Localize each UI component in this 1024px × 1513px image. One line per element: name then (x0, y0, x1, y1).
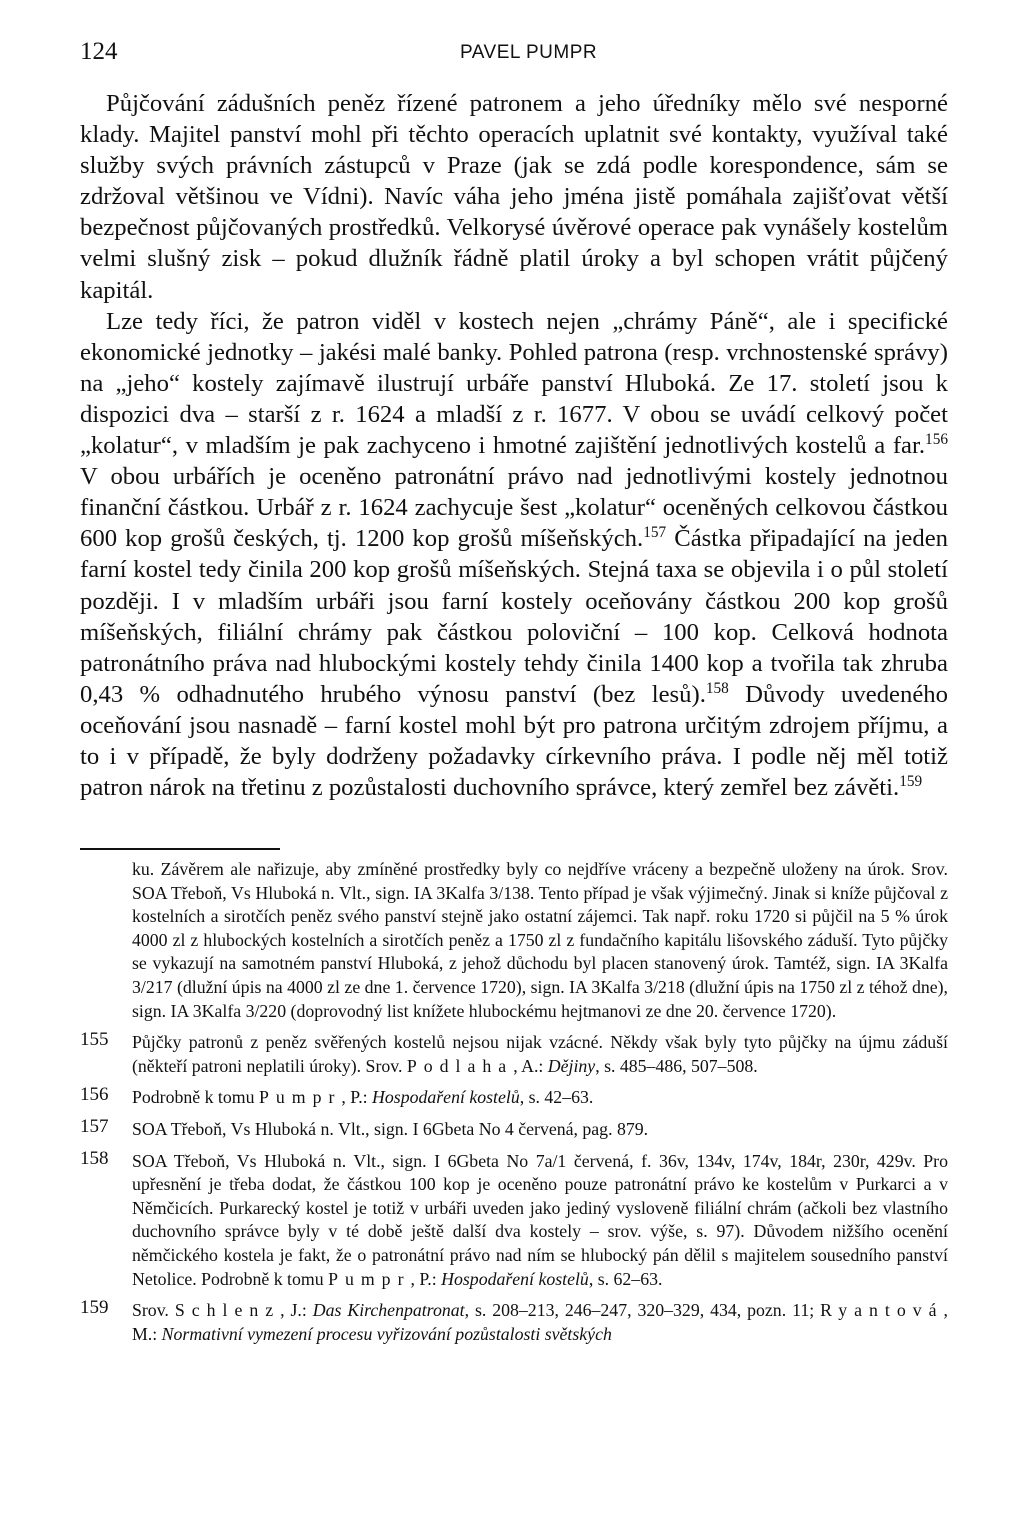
footnote-number: 155 (80, 1029, 109, 1051)
footnote-text: , s. 42–63. (519, 1087, 594, 1108)
main-text (80, 88, 948, 803)
footnote-number: 156 (80, 1084, 109, 1106)
paragraph-2-text-c: Částka připadající na jeden farní kostel tedy činila 200 kop grošů míšeňských. Stejná taxa se objevila i o půl století později. I v mladším urbáři jsou farní kostely oceňovány částkou 200 kop grošů míšeňských, filiální chrámy pak částkou poloviční – 100 kop. Celková hodnota patronátního práva nad hlubockými kostely tehdy činila 1400 kop a tvořila tak zhruba 0,43 % odhadnutého hrubého výnosu panství (bez lesů). (80, 525, 948, 708)
work-title: Dějiny (547, 1055, 596, 1076)
footnote-ref-159[interactable]: 159 (899, 772, 923, 790)
footnote-text: , s. 485–486, 507–508. (595, 1055, 758, 1076)
footnote-text: , P.: (410, 1268, 437, 1289)
footnote-ref-156[interactable]: 156 (925, 430, 948, 448)
footnote-157 (80, 1115, 948, 1142)
footnote-ref-157[interactable]: 157 (643, 524, 667, 542)
footnote-156 (80, 1086, 948, 1110)
work-title: Normativní vymezení procesu vyřizování pozůstalosti světských (161, 1323, 612, 1344)
footnote-body (132, 1086, 948, 1110)
author-name: Schlenz (174, 1300, 281, 1321)
footnote-text: , s. 62–63. (588, 1268, 663, 1289)
page-number: 124 (80, 38, 118, 65)
author-name: Ryantová (820, 1300, 944, 1321)
footnote-text: Podrobně k tomu (132, 1087, 255, 1108)
footnote-text: Srov. (132, 1300, 169, 1321)
footnote-159 (80, 1299, 948, 1346)
footnote-divider (80, 848, 280, 850)
footnote-text: , P.: (341, 1087, 368, 1108)
work-title: Das Kirchenpatronat (312, 1300, 465, 1321)
footnote-text: SOA Třeboň, Vs Hluboká n. Vlt., sign. I 6Gbeta No 7a/1 červená, f. 36v, 134v, 174v, 184r, 230r, 429v. Pro upřesnění je třeba dodat, že částkou 100 kop je oceněno pouze patronátní právo ke kostelům v Purkarci a v Němčicích. Purkarecký kostel je totiž v urbáři uveden jako jediný vysloveně filiální chrám (ačkoli bez vlastního duchovního správce byly v té době ještě další dva kostely – srov. výše, s. 97). Důvodem nižšího ocenění němčického kostela je fakt, že o patronátní právo nad ním se hlubocký pán dělil s majitelem sousedního panství Netolice. Podrobně k tomu (132, 1150, 948, 1289)
author-name: Pumpr (328, 1268, 411, 1289)
footnote-number: 158 (80, 1147, 109, 1169)
footnote-continuation (80, 858, 948, 1023)
footnote-ref-158[interactable]: 158 (705, 679, 729, 697)
footnote-158 (80, 1147, 948, 1292)
footnote-text: , A.: (513, 1055, 544, 1076)
footnote-155 (80, 1031, 948, 1078)
paragraph-2-text-a: Lze tedy říci, že patron viděl v kostech nejen „chrámy Páně“, ale i specifické ekonomické jednotky – jakési malé banky. Pohled patrona (resp. vrchnostenské správy) na „jeho“ kostely zajímavě ilustrují urbáře panství Hluboká. Ze 17. století jsou k dispozici dva – starší z r. 1624 a mladší z r. 1677. V obou se uvádí celkový počet „kolatur“, v mladším je pak zachyceno i hmotné zajištění jednotlivých kostelů a far. (80, 307, 948, 460)
paragraph-2-text-d: Důvody uvedeného oceňování jsou nasnadě – farní kostel mohl být pro patrona určitým zdrojem příjmu, a to i v případě, že byly dodrženy požadavky církevního práva. I podle něj měl totiž patron nárok na třetinu z pozůstalosti duchovního správce, který zemřel bez závěti. (80, 680, 948, 802)
footnote-number: 157 (80, 1115, 109, 1137)
work-title: Hospodaření kostelů (372, 1087, 520, 1108)
footnote-body (132, 1150, 948, 1292)
footnote-body (132, 1031, 948, 1078)
author-name: Podlaha (406, 1055, 514, 1076)
paragraph-2-text-b: V obou urbářích je oceněno patronátní právo nad jednotlivými kostely jednotnou finanční částkou. Urbář z r. 1624 zachycuje šest „kolatur“ oceněných celkovou částkou 600 kop grošů českých, tj. 1200 kop grošů míšeňských. (80, 463, 948, 553)
paragraph-1 (80, 88, 948, 306)
paragraph-1-text: Půjčování zádušních peněz řízené patronem a jeho úředníky mělo své nesporné klady. Majitel panství mohl při těchto operacích uplatnit své kontakty, využíval také služby svých právních zástupců v Praze (jak se zdá podle korespondence, sám se zdržoval většinou ve Vídni). Navíc váha jeho jména jistě pomáhala zajišťovat větší bezpečnost půjčovaných prostředků. Velkorysé úvěrové operace pak vynášely kostelům velmi slušný zisk – pokud dlužník řádně platil úroky a byl schopen vrátit půjčený kapitál. (80, 90, 948, 304)
footnote-text: , J.: (280, 1300, 307, 1321)
paragraph-2 (80, 306, 948, 804)
footnote-number: 159 (80, 1297, 109, 1319)
footnote-body: SOA Třeboň, Vs Hluboká n. Vlt., sign. I 6Gbeta No 4 červená, pag. 879. (132, 1118, 649, 1139)
running-head: PAVEL PUMPR (460, 42, 598, 63)
footnote-body (132, 1299, 948, 1346)
footnote-text: , M.: (132, 1300, 948, 1344)
footnote-text: Půjčky patronů z peněz svěřených kostelů nejsou nijak vzácné. Někdy však byly tyto půjčky na újmu záduší (někteří patroni neplatili úroky). Srov. (132, 1032, 948, 1076)
footnotes (80, 858, 948, 1346)
author-name: Pumpr (258, 1087, 342, 1108)
work-title: Hospodaření kostelů (441, 1268, 589, 1289)
footnote-text: , s. 208–213, 246–247, 320–329, 434, pozn. 11; (464, 1300, 815, 1321)
footnote-continuation-text: ku. Závěrem ale nařizuje, aby zmíněné prostředky byly co nejdříve vráceny a bezpečně uloženy na úrok. Srov. SOA Třeboň, Vs Hluboká n. Vlt., sign. IA 3Kalfa 3/138. Tento případ je však výjimečný. Jinak si kníže půjčoval z kostelních a sirotčích peněz svého panství stejně jako ostatní zájemci. Tak např. roku 1720 si půjčil na 5 % úrok 4000 zl z hlubockých kostelních a sirotčích peněz a 1750 zl z fundačního kapitálu lišovského záduší. Tyto půjčky se vykazují na samotném panství Hluboká, z jehož důchodu byl placen stanovený úrok. Tamtéž, sign. IA 3Kalfa 3/217 (dlužní úpis na 4000 zl ze dne 1. července 1720), sign. IA 3Kalfa 3/218 (dlužní úpis na 1750 zl z téhož dne), sign. IA 3Kalfa 3/220 (doprovodný list knížete hlubockému hejtmanovi ze dne 20. července 1720). (132, 859, 948, 1021)
